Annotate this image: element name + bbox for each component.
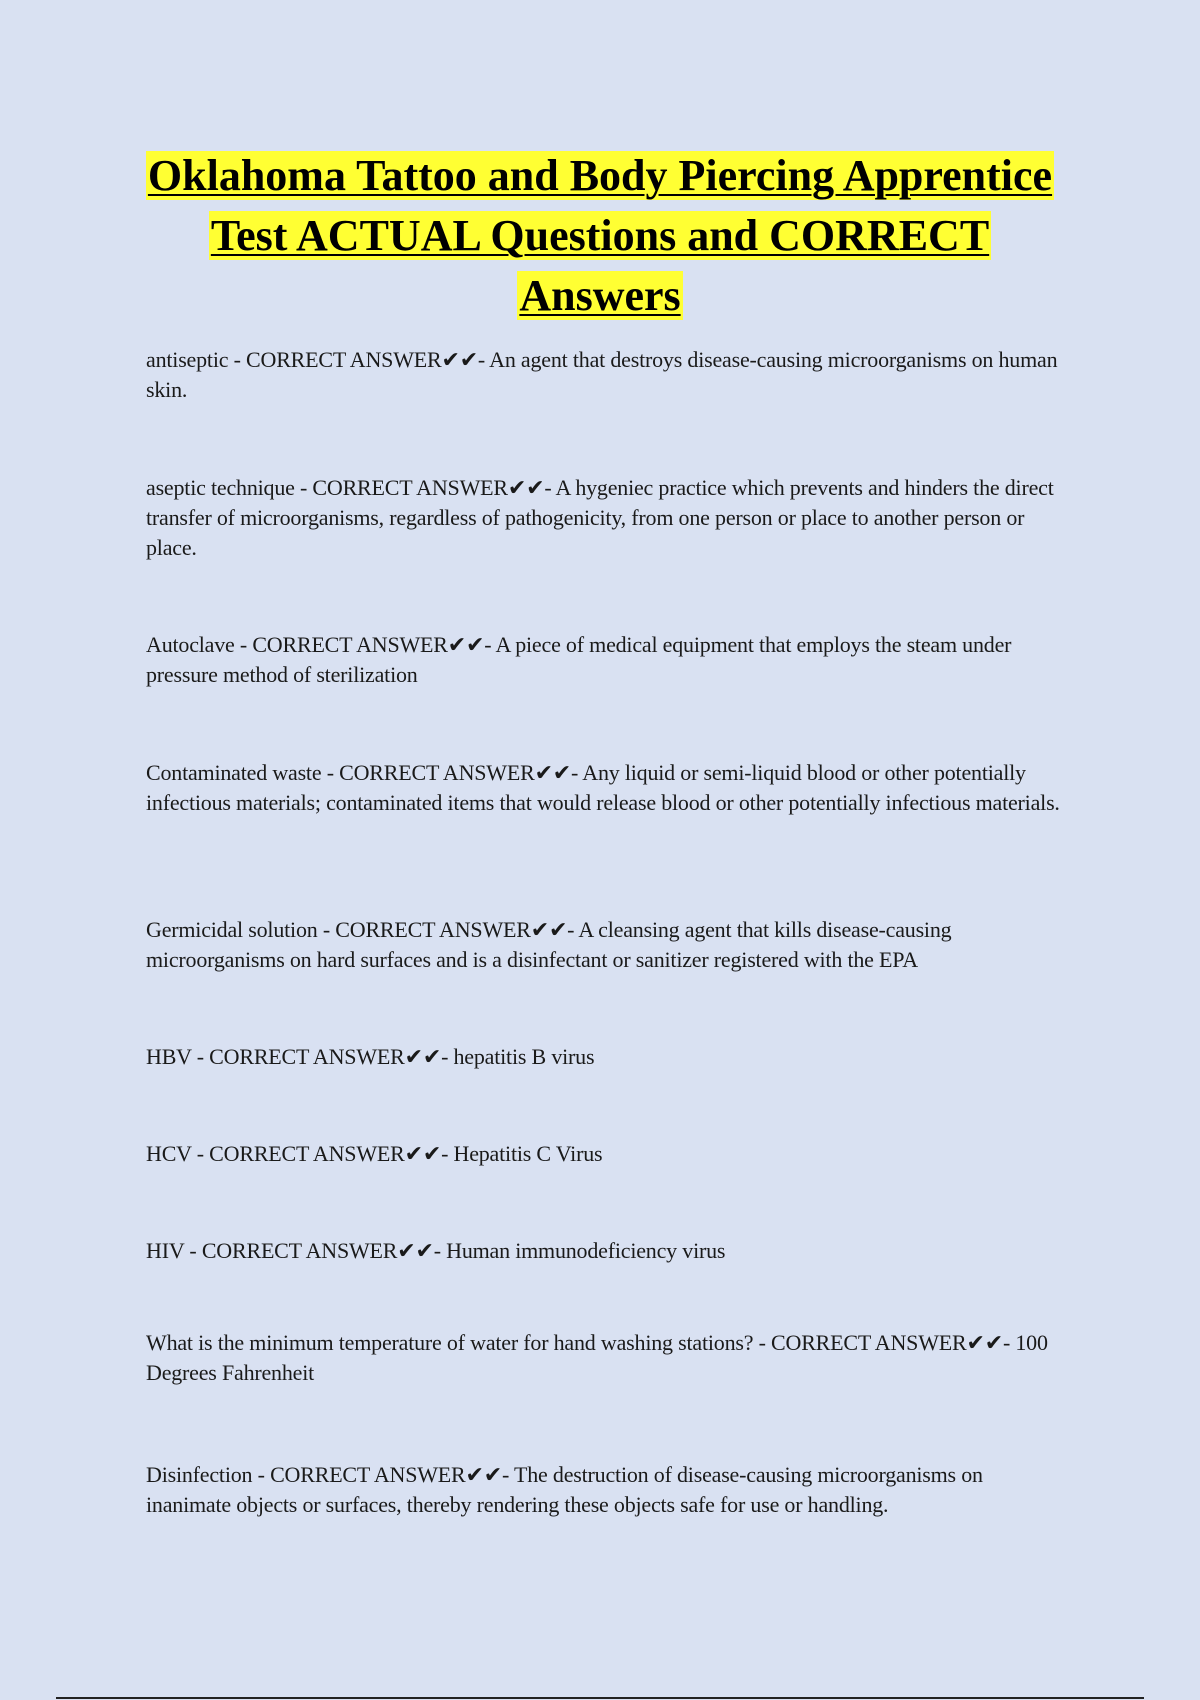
qa-entry-hcv: HCV - CORRECT ANSWER✔✔- Hepatitis C Virus xyxy=(146,1141,603,1166)
qa-entry-aseptic-technique: aseptic technique - CORRECT ANSWER✔✔- A hygeniec practice which prevents and hinders the direct transfer of microorganisms, regardless of pathogenicity, from one person or place to another person or place. xyxy=(146,475,1054,560)
qa-entry-water-temperature: What is the minimum temperature of water for hand washing stations? - CORRECT ANSWER✔✔- 100 Degrees Fahrenheit xyxy=(146,1330,1048,1385)
qa-entry-hiv: HIV - CORRECT ANSWER✔✔- Human immunodeficiency virus xyxy=(146,1238,726,1263)
title-highlight: Oklahoma Tattoo and Body Piercing Apprentice Test ACTUAL Questions and CORRECT Answers xyxy=(147,151,1053,320)
qa-entry-hbv: HBV - CORRECT ANSWER✔✔- hepatitis B virus xyxy=(146,1044,595,1069)
qa-entry-germicidal-solution: Germicidal solution - CORRECT ANSWER✔✔- A cleansing agent that kills disease-causing microorganisms on hard surfaces and is a disinfectant or sanitizer registered with the EPA xyxy=(146,917,952,972)
qa-entry-disinfection: Disinfection - CORRECT ANSWER✔✔- The destruction of disease-causing microorganisms on inanimate objects or surfaces, thereby rendering these objects safe for use or handling. xyxy=(146,1462,983,1517)
qa-entry-antiseptic: antiseptic - CORRECT ANSWER✔✔- An agent that destroys disease-causing microorganisms on human skin. xyxy=(146,347,1058,402)
qa-entry-autoclave: Autoclave - CORRECT ANSWER✔✔- A piece of medical equipment that employs the steam under pressure method of sterilization xyxy=(146,632,1012,687)
document-title xyxy=(130,146,1070,326)
qa-entry-contaminated-waste: Contaminated waste - CORRECT ANSWER✔✔- Any liquid or semi-liquid blood or other potentially infectious materials; contaminated items that would release blood or other potentially infectious materials. xyxy=(146,760,1060,815)
bottom-rule xyxy=(56,1697,1144,1699)
